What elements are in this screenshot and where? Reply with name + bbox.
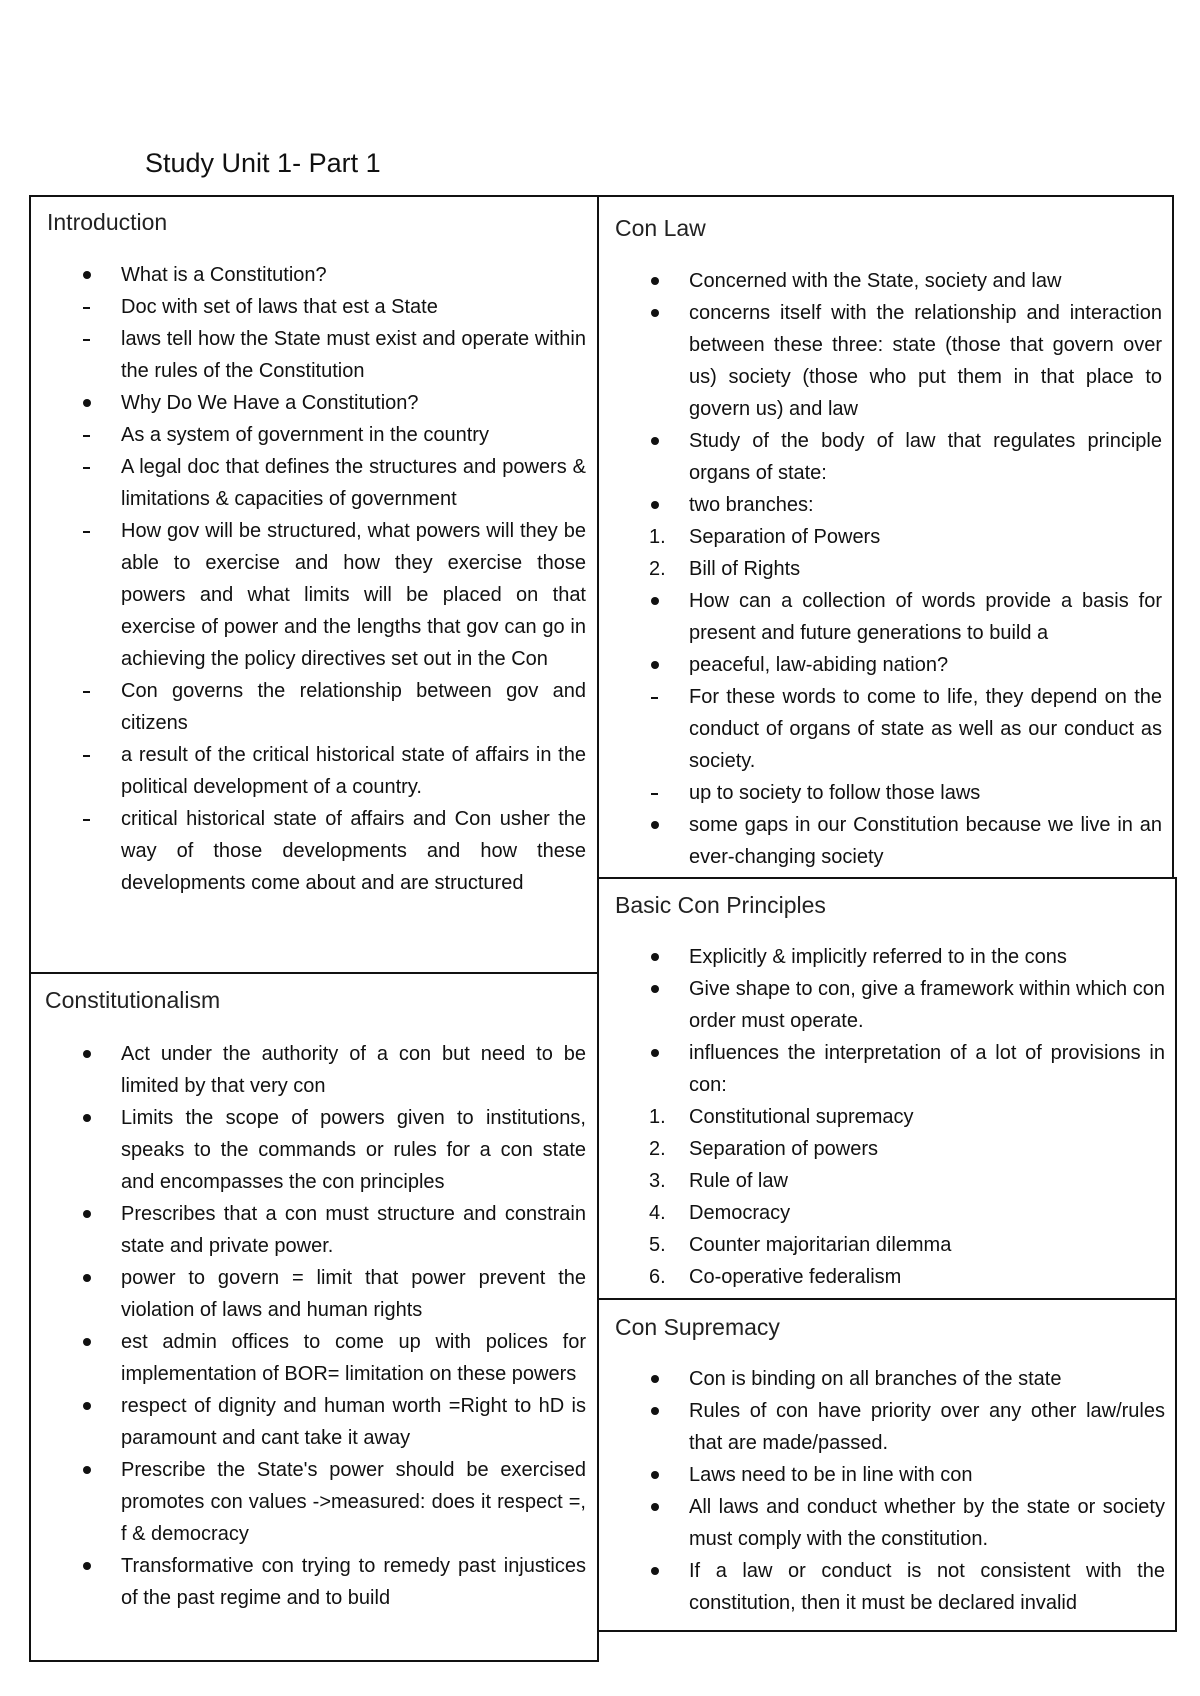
constitutionalism-list <box>31 1038 586 1614</box>
list-item-text: Rule of law <box>689 1170 788 1192</box>
list-number: 3. <box>649 1170 666 1192</box>
list-item <box>31 259 586 291</box>
list-item <box>599 1133 1165 1165</box>
list-item-text: Co-operative federalism <box>689 1266 902 1288</box>
list-item <box>599 1261 1165 1293</box>
list-item <box>31 451 586 515</box>
list-item <box>599 1229 1165 1261</box>
list-item-text: concerns itself with the relationship and interaction between these three: state (those that govern over us) society (those who put them in that place to govern us) and law <box>689 302 1162 420</box>
list-item-text: Prescribe the State's power should be exercised promotes con values ->measured: does it respect =, f & democracy <box>121 1459 586 1545</box>
list-item-text: Doc with set of laws that est a State <box>121 296 438 318</box>
basic-principles-heading: Basic Con Principles <box>615 892 826 918</box>
list-item-text: A legal doc that defines the structures and powers & limitations & capacities of government <box>121 456 586 510</box>
introduction-heading: Introduction <box>47 209 168 235</box>
introduction-box <box>29 195 599 974</box>
list-item <box>31 1198 586 1262</box>
list-item <box>31 387 586 419</box>
con-supremacy-box <box>597 1298 1177 1632</box>
list-item-text: Separation of powers <box>689 1138 879 1160</box>
list-item <box>599 521 1162 553</box>
list-item <box>599 297 1162 425</box>
list-item <box>31 1262 586 1326</box>
con-law-list <box>599 265 1162 873</box>
list-item-text: two branches: <box>689 494 814 516</box>
list-item-text: Con is binding on all branches of the state <box>689 1368 1062 1390</box>
list-item-text: influences the interpretation of a lot of provisions in con: <box>689 1042 1165 1096</box>
list-item <box>599 973 1165 1037</box>
list-number: 4. <box>649 1202 666 1224</box>
list-item <box>599 425 1162 489</box>
list-item <box>31 1038 586 1102</box>
list-item <box>599 777 1162 809</box>
list-item <box>599 1491 1165 1555</box>
list-item <box>599 1165 1165 1197</box>
list-item-text: Explicitly & implicitly referred to in the cons <box>689 946 1067 968</box>
list-item <box>599 1197 1165 1229</box>
list-item-text: Con governs the relationship between gov and citizens <box>121 680 586 734</box>
basic-principles-box <box>597 877 1177 1302</box>
list-item <box>31 515 586 675</box>
con-supremacy-list <box>599 1363 1165 1619</box>
list-item-text: Prescribes that a con must structure and constrain state and private power. <box>121 1203 586 1257</box>
list-item <box>31 419 586 451</box>
constitutionalism-box <box>29 972 599 1662</box>
list-item-text: peaceful, law-abiding nation? <box>689 654 949 676</box>
list-item <box>31 1550 586 1614</box>
list-item-text: Give shape to con, give a framework within which con order must operate. <box>689 978 1165 1032</box>
list-item <box>31 1326 586 1390</box>
list-item <box>599 585 1162 649</box>
list-item-text: Act under the authority of a con but need to be limited by that very con <box>121 1043 586 1097</box>
list-item <box>31 1390 586 1454</box>
list-item <box>599 1459 1165 1491</box>
list-item-text: All laws and conduct whether by the state or society must comply with the constitution. <box>689 1496 1165 1550</box>
list-item <box>599 809 1162 873</box>
list-number: 1. <box>649 1106 666 1128</box>
list-number: 5. <box>649 1234 666 1256</box>
list-item-text: What is a Constitution? <box>121 264 327 286</box>
list-item <box>31 323 586 387</box>
list-item-text: power to govern = limit that power prevent the violation of laws and human rights <box>121 1267 586 1321</box>
list-item-text: Study of the body of law that regulates principle organs of state: <box>689 430 1162 484</box>
list-item <box>599 1037 1165 1101</box>
list-item <box>599 941 1165 973</box>
list-item <box>599 489 1162 521</box>
list-item-text: Concerned with the State, society and law <box>689 270 1062 292</box>
list-item <box>31 739 586 803</box>
list-item <box>599 681 1162 777</box>
con-law-box <box>597 195 1174 881</box>
list-item <box>31 1102 586 1198</box>
list-item <box>599 553 1162 585</box>
list-item-text: Laws need to be in line with con <box>689 1464 973 1486</box>
page-title: Study Unit 1- Part 1 <box>145 148 381 178</box>
list-item <box>599 265 1162 297</box>
list-item-text: Bill of Rights <box>689 558 801 580</box>
con-law-heading: Con Law <box>615 215 706 241</box>
list-item <box>31 675 586 739</box>
con-supremacy-heading: Con Supremacy <box>615 1314 780 1340</box>
list-item-text: Limits the scope of powers given to institutions, speaks to the commands or rules for a con state and encompasses the con principles <box>121 1107 586 1193</box>
list-item <box>599 1395 1165 1459</box>
list-item-text: Transformative con trying to remedy past injustices of the past regime and to build <box>121 1555 586 1609</box>
list-item-text: How gov will be structured, what powers will they be able to exercise and how they exercise those powers and what limits will be placed on that exercise of power and the lengths that gov can go in achieving the policy directives set out in the Con <box>121 520 586 670</box>
basic-principles-list <box>599 941 1165 1293</box>
list-item-text: laws tell how the State must exist and operate within the rules of the Constitution <box>121 328 586 382</box>
list-item-text: up to society to follow those laws <box>689 782 981 804</box>
list-item-text: critical historical state of affairs and Con usher the way of those developments and how these developments come about and are structured <box>121 808 586 894</box>
list-item <box>31 803 586 899</box>
list-item-text: est admin offices to come up with polices for implementation of BOR= limitation on these powers <box>121 1331 586 1385</box>
list-item-text: Separation of Powers <box>689 526 881 548</box>
list-number: 1. <box>649 526 666 548</box>
list-item-text: Counter majoritarian dilemma <box>689 1234 952 1256</box>
list-item-text: respect of dignity and human worth =Right to hD is paramount and cant take it away <box>121 1395 586 1449</box>
list-item <box>599 1101 1165 1133</box>
list-item-text: Constitutional supremacy <box>689 1106 914 1128</box>
list-item-text: some gaps in our Constitution because we live in an ever-changing society <box>689 814 1162 868</box>
list-item <box>599 1363 1165 1395</box>
list-item-text: For these words to come to life, they depend on the conduct of organs of state as well as our conduct as society. <box>689 686 1162 772</box>
list-item-text: Rules of con have priority over any other law/rules that are made/passed. <box>689 1400 1165 1454</box>
list-item-text: Why Do We Have a Constitution? <box>121 392 419 414</box>
list-item-text: Democracy <box>689 1202 791 1224</box>
list-number: 6. <box>649 1266 666 1288</box>
list-item-text: How can a collection of words provide a basis for present and future generations to build a <box>689 590 1162 644</box>
list-item <box>31 291 586 323</box>
list-item-text: a result of the critical historical state of affairs in the political development of a country. <box>121 744 586 798</box>
list-item <box>599 649 1162 681</box>
list-item-text: As a system of government in the country <box>121 424 489 446</box>
list-item <box>31 1454 586 1550</box>
constitutionalism-heading: Constitutionalism <box>45 987 221 1013</box>
list-item-text: If a law or conduct is not consistent with the constitution, then it must be declared invalid <box>689 1560 1165 1614</box>
list-item <box>599 1555 1165 1619</box>
introduction-list <box>31 259 586 899</box>
list-number: 2. <box>649 1138 666 1160</box>
list-number: 2. <box>649 558 666 580</box>
